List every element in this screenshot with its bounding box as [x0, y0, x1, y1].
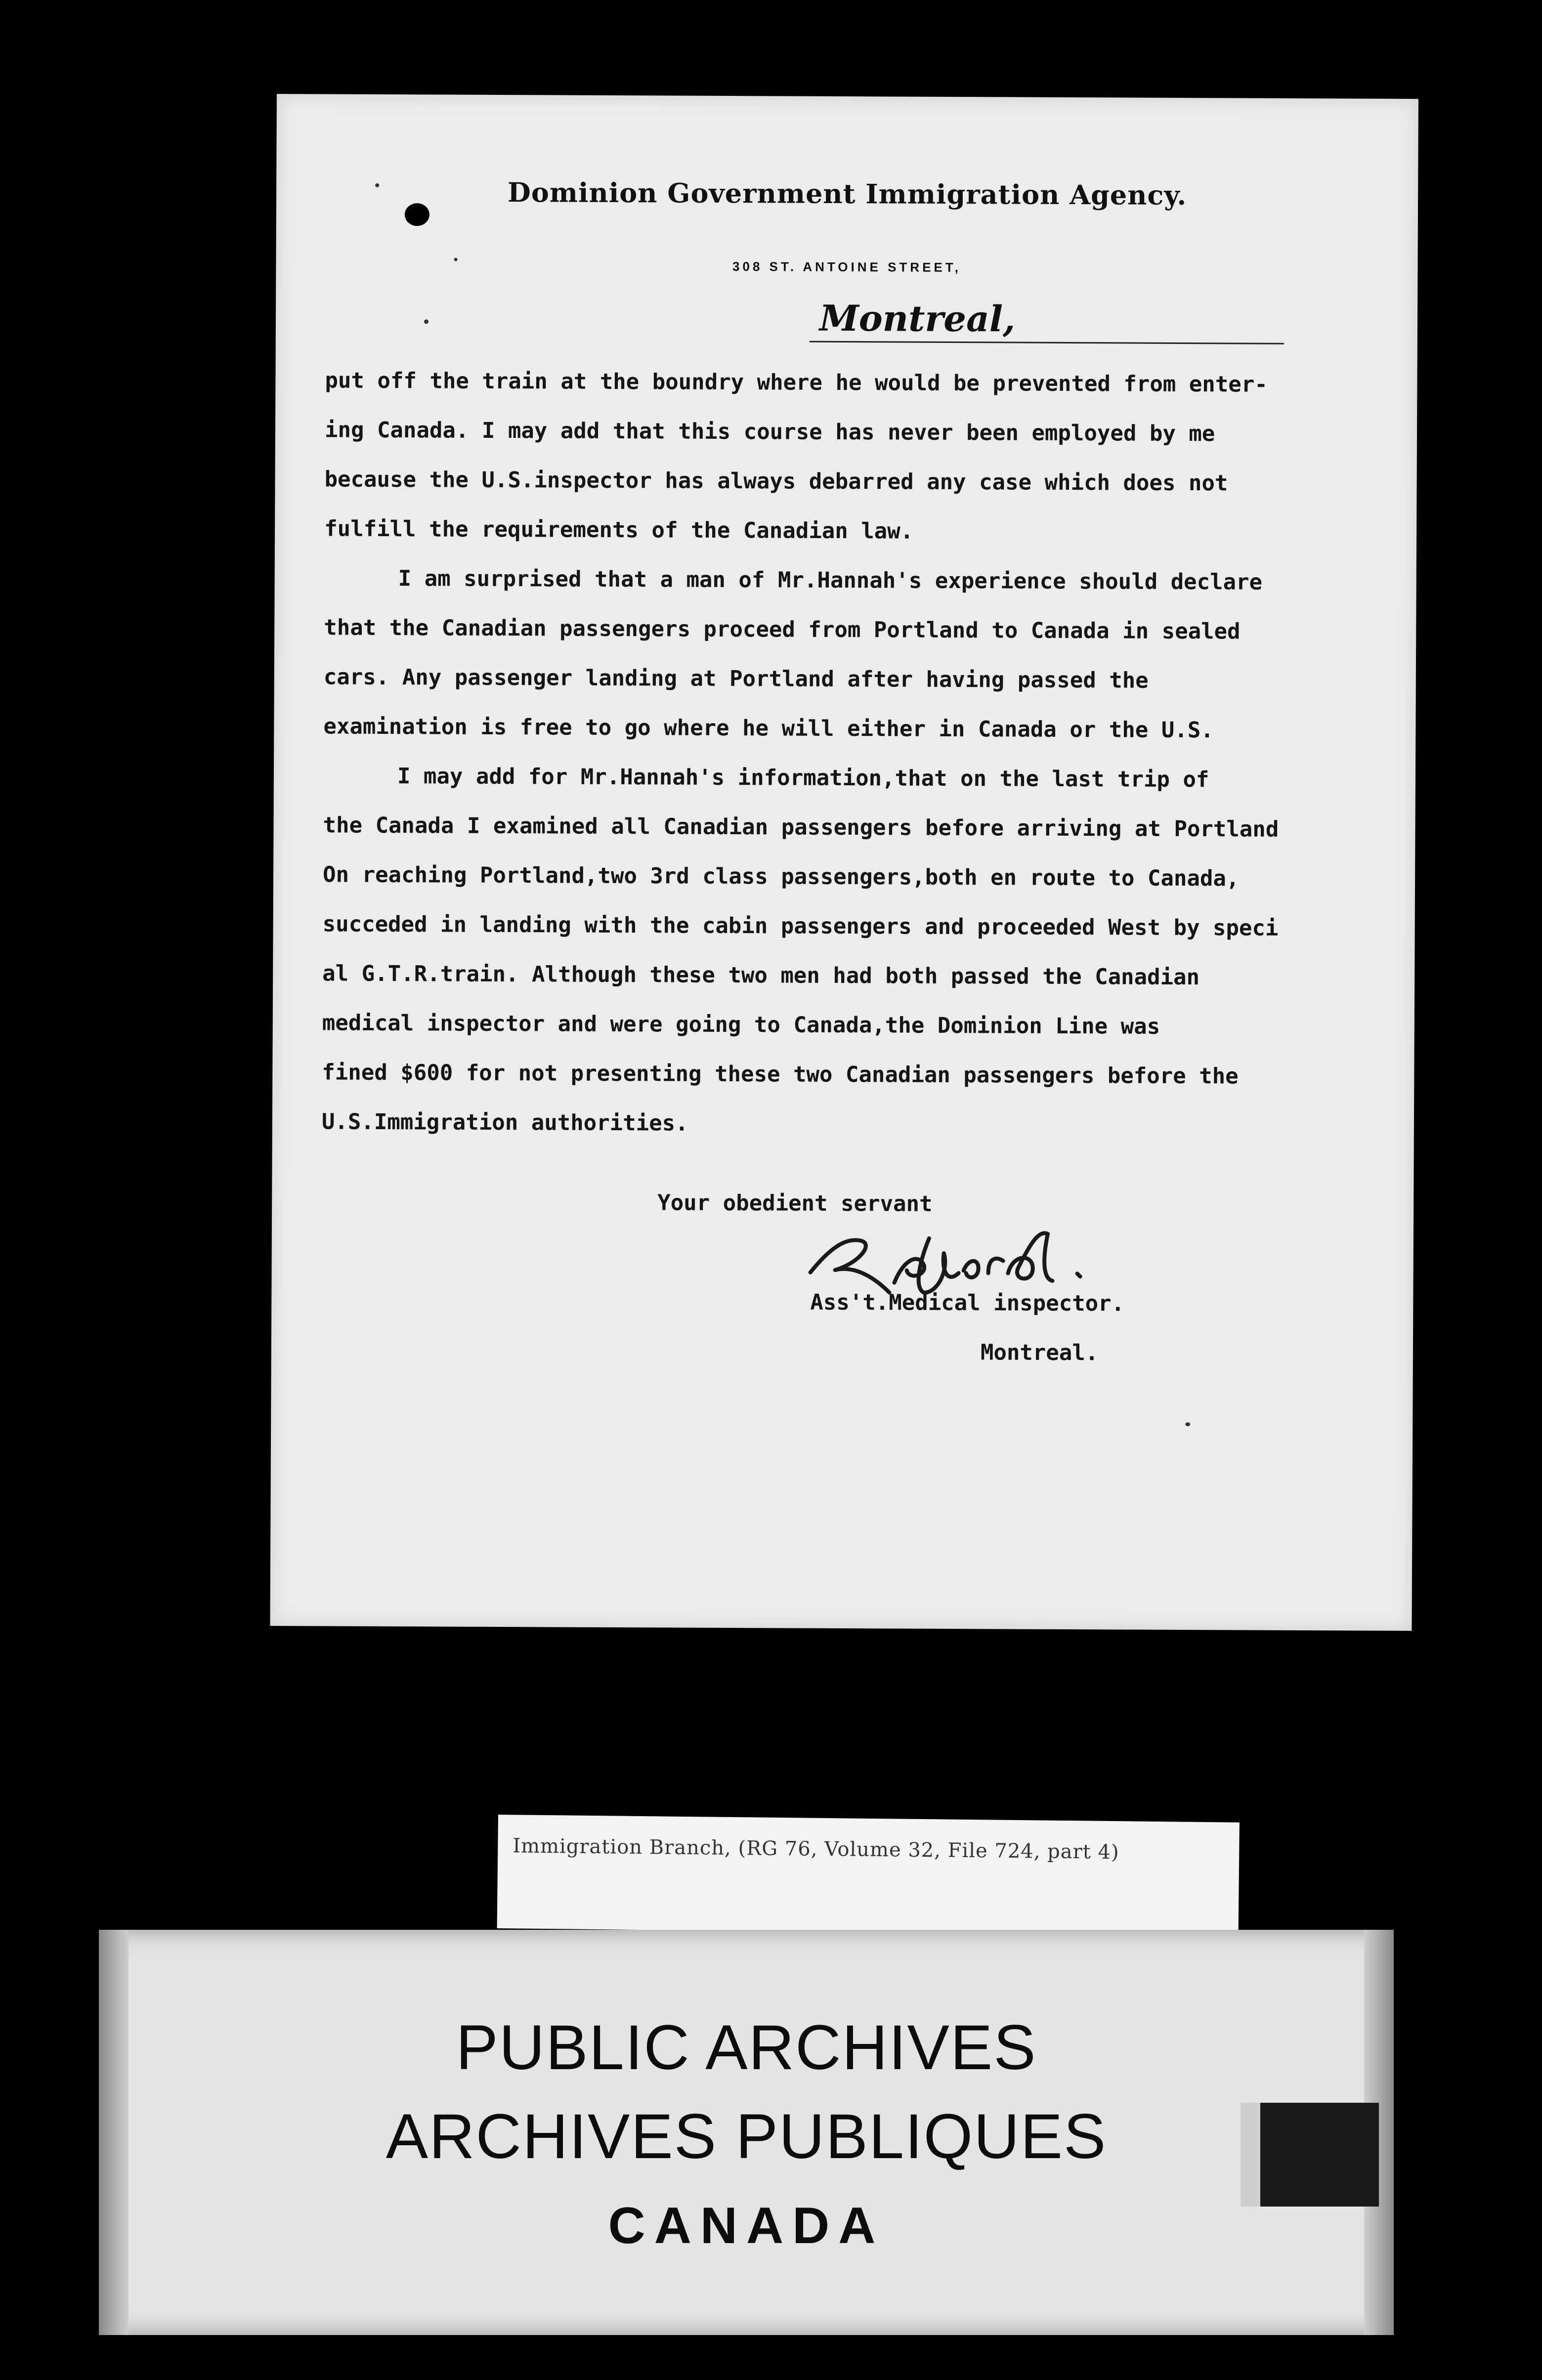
- letterhead-city: Montreal,: [819, 297, 1016, 340]
- letter-line: U.S.Immigration authorities.: [321, 1109, 688, 1136]
- letterhead-agency: Dominion Government Immigration Agency.: [507, 176, 1187, 212]
- letter-line: put off the train at the boundry where he would be prevented from enter-: [325, 368, 1268, 397]
- reference-text: Immigration Branch, (RG 76, Volume 32, File 724, part 4): [513, 1834, 1119, 1864]
- signatory-place: Montreal.: [980, 1340, 1099, 1366]
- reference-slip: [497, 1815, 1240, 1936]
- letter-line: al G.T.R.train. Although these two men had both passed the Canadian: [322, 961, 1200, 990]
- paper-speck: [424, 319, 428, 324]
- letter-body: [322, 356, 1408, 1151]
- letter-line: examination is free to go where he will either in Canada or the U.S.: [323, 714, 1214, 743]
- letter-line: ing Canada. I may add that this course has never been employed by me: [324, 417, 1215, 447]
- letter-line: On reaching Portland,two 3rd class passengers,both en route to Canada,: [322, 862, 1240, 892]
- letterhead-street: 308 ST. ANTOINE STREET,: [732, 259, 962, 275]
- signatory-title: Ass't.Medical inspector.: [810, 1289, 1125, 1317]
- letterhead-city-line: [810, 297, 1284, 344]
- letter-line: medical inspector and were going to Canada,the Dominion Line was: [322, 1010, 1160, 1039]
- card-tab-mark: [1241, 2103, 1379, 2207]
- letter-line: I am surprised that a man of Mr.Hannah's experience should declare: [398, 566, 1263, 595]
- archive-title-french: ARCHIVES PUBLIQUES: [386, 2101, 1107, 2172]
- letter-line: succeded in landing with the cabin passengers and proceeded West by speci: [322, 911, 1279, 941]
- archive-card: [99, 1930, 1394, 2335]
- letter-line: cars. Any passenger landing at Portland after having passed the: [323, 664, 1149, 693]
- letter-line: that the Canadian passengers proceed from Portland to Canada in sealed: [324, 615, 1241, 644]
- letter-line: fulfill the requirements of the Canadian law.: [324, 516, 914, 544]
- letter-line: I may add for Mr.Hannah's information,that on the last trip of: [397, 764, 1209, 793]
- letter-page: [270, 94, 1418, 1631]
- archive-country: CANADA: [608, 2197, 885, 2254]
- letter-line: the Canada I examined all Canadian passengers before arriving at Portland: [323, 812, 1279, 842]
- letter-line: fined $600 for not presenting these two Canadian passengers before the: [322, 1060, 1239, 1089]
- archive-title-english: PUBLIC ARCHIVES: [456, 2012, 1037, 2083]
- letter-line: because the U.S.inspector has always debarred any case which does not: [324, 467, 1228, 496]
- paper-speck: [1185, 1422, 1190, 1426]
- letter-closing: Your obedient servant: [657, 1190, 933, 1217]
